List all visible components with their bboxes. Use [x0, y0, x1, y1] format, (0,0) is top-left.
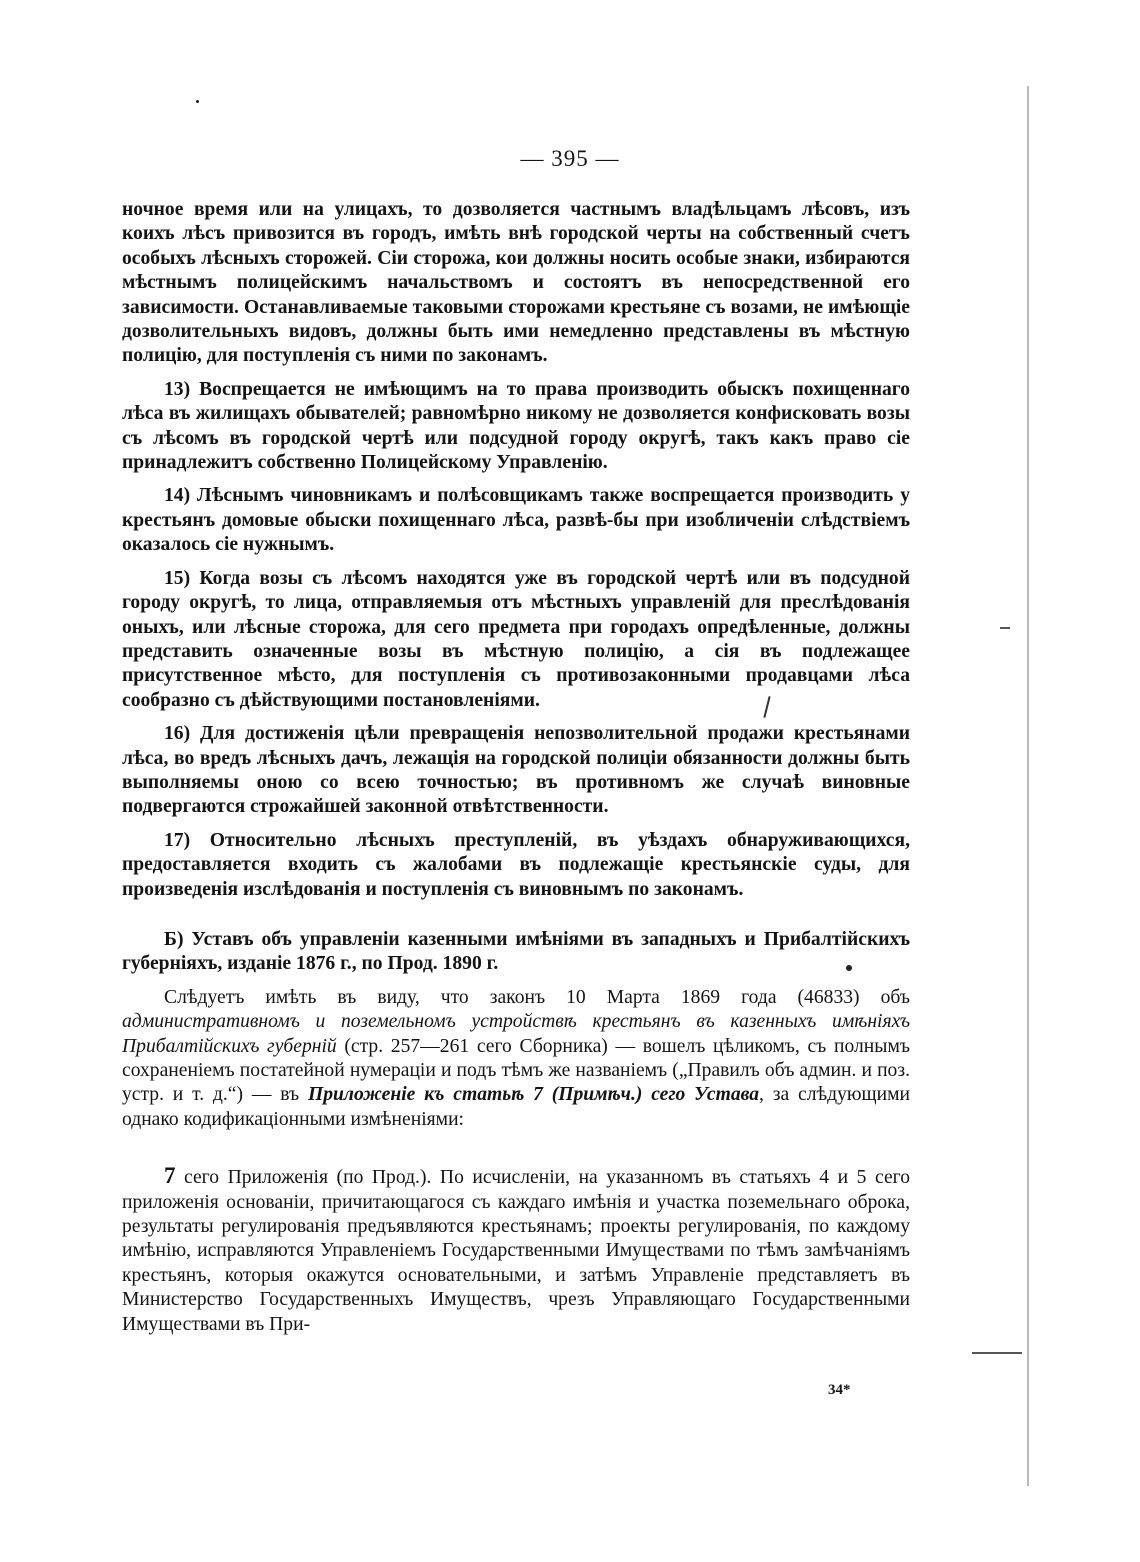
signature-mark: 34*: [828, 1382, 851, 1398]
section-b-text-1: Слѣдуетъ имѣть въ виду, что законъ 10 Марта 1869 года (46833) объ: [164, 986, 910, 1008]
margin-tick: [1000, 627, 1010, 629]
paragraph-item-16: 16) Для достиженія цѣли превращенія непозволительной продажи крестьянами лѣса, во вредъ лѣсныхъ дачъ, лежащія на городской полиціи обязанности должны быть выполняемы оною со всею точностью; въ противномъ же случаѣ виновные подвергаются строжайшей законной отвѣтственности.: [122, 723, 910, 818]
article-7-paragraph: [122, 1164, 910, 1337]
printing-speck: [196, 100, 199, 103]
margin-rule: [1027, 86, 1029, 1486]
article-7-number: 7: [164, 1163, 176, 1189]
section-b-text-2: (стр. 257—261 сего Сборника) — вошелъ цѣликомъ, съ полнымъ сохраненіемъ постатейной нумераціи и подъ тѣмъ же названіемъ („Правилъ объ админ. и поз. устр. и т. д.“) — въ: [122, 1035, 910, 1106]
page-number: — 395 —: [520, 146, 620, 171]
section-b-paragraph: [122, 986, 910, 1132]
section-b-italic-1: административномъ и поземельномъ устройствѣ крестьянъ въ казенныхъ имѣніяхъ Прибалтійскихъ губерній: [122, 1011, 910, 1057]
paragraph-item-13: 13) Воспрещается не имѣющимъ на то права производить обыскъ похищеннаго лѣса въ жилищахъ обывателей; равномѣрно никому не дозволяется конфисковать возы съ лѣсомъ въ городской чертѣ или подсудной городу округѣ, такъ какъ право сіе принадлежитъ собственно Полицейскому Управленію.: [122, 378, 910, 474]
section-b-italic-2: Приложеніе къ статьѣ 7 (Примѣч.) сего Устава: [307, 1084, 760, 1106]
paragraph-item-15: 15) Когда возы съ лѣсомъ находятся уже въ городской чертѣ или въ подсудной городу округѣ, то лица, отправляемыя отъ мѣстныхъ управленій для преслѣдованія оныхъ, или лѣсные сторожа, для сего предмета при городахъ опредѣленные, должны представить означенные возы въ мѣстную полицію, а сія въ подлежащее присутственное мѣсто, для поступленія съ противозаконными продавцами лѣса сообразно съ дѣйствующими постановленіями.: [122, 567, 910, 711]
margin-tick: [972, 1352, 1022, 1354]
body-text: [122, 198, 910, 1337]
section-b-text-3: , за слѣдующими однако кодификаціонными измѣненіями:: [122, 1084, 910, 1130]
paragraph-item-14: 14) Лѣснымъ чиновникамъ и полѣсовщикамъ также воспрещается производить у крестьянъ домовые обыски похищеннаго лѣса, развѣ-бы при изобличеніи слѣдствіемъ оказалось сіе нужнымъ.: [122, 485, 910, 556]
article-7-text: сего Приложенія (по Прод.). По исчисленіи, на указанномъ въ статьяхъ 4 и 5 сего приложенія основаніи, причитающагося съ каждаго имѣнія и участка поземельнаго оброка, результаты регулированія предъявляются крестьянамъ; проекты регулированія, по каждому имѣнію, исправляются Управленіемъ Государственными Имуществами по тѣмъ замѣчаніямъ крестьянъ, которыя окажутся основательными, и затѣмъ Управленіе представляетъ въ Министерство Государственныхъ Имуществъ, чрезъ Управляющаго Государственными Имуществами въ При-: [122, 1167, 910, 1335]
paragraph-continuation: ночное время или на улицахъ, то дозволяется частнымъ владѣльцамъ лѣсовъ, изъ коихъ лѣсъ привозится въ городъ, имѣть внѣ городской черты на собственный счетъ особыхъ лѣсныхъ сторожей. Сіи сторожа, кои должны носить особые знаки, избираются мѣстнымъ полицейскимъ начальствомъ и состоятъ въ непосредственной его зависимости. Останавливаемые таковыми сторожами крестьяне съ возами, не имѣющіе дозволительныхъ видовъ, должны быть ими немедленно представлены въ мѣстную полицію, для поступленія съ ними по законамъ.: [122, 199, 910, 367]
section-b-heading: Б) Уставъ объ управленіи казенными имѣніями въ западныхъ и Прибалтійскихъ губерніяхъ, изданіе 1876 г., по Прод. 1890 г.: [122, 928, 910, 975]
paragraph-item-17: 17) Относительно лѣсныхъ преступленій, въ уѣздахъ обнаруживающихся, предоставляется входить съ жалобами въ подлежащіе крестьянскіе суды, для произведенія изслѣдованія и поступленія съ виновнымъ по законамъ.: [122, 829, 910, 900]
